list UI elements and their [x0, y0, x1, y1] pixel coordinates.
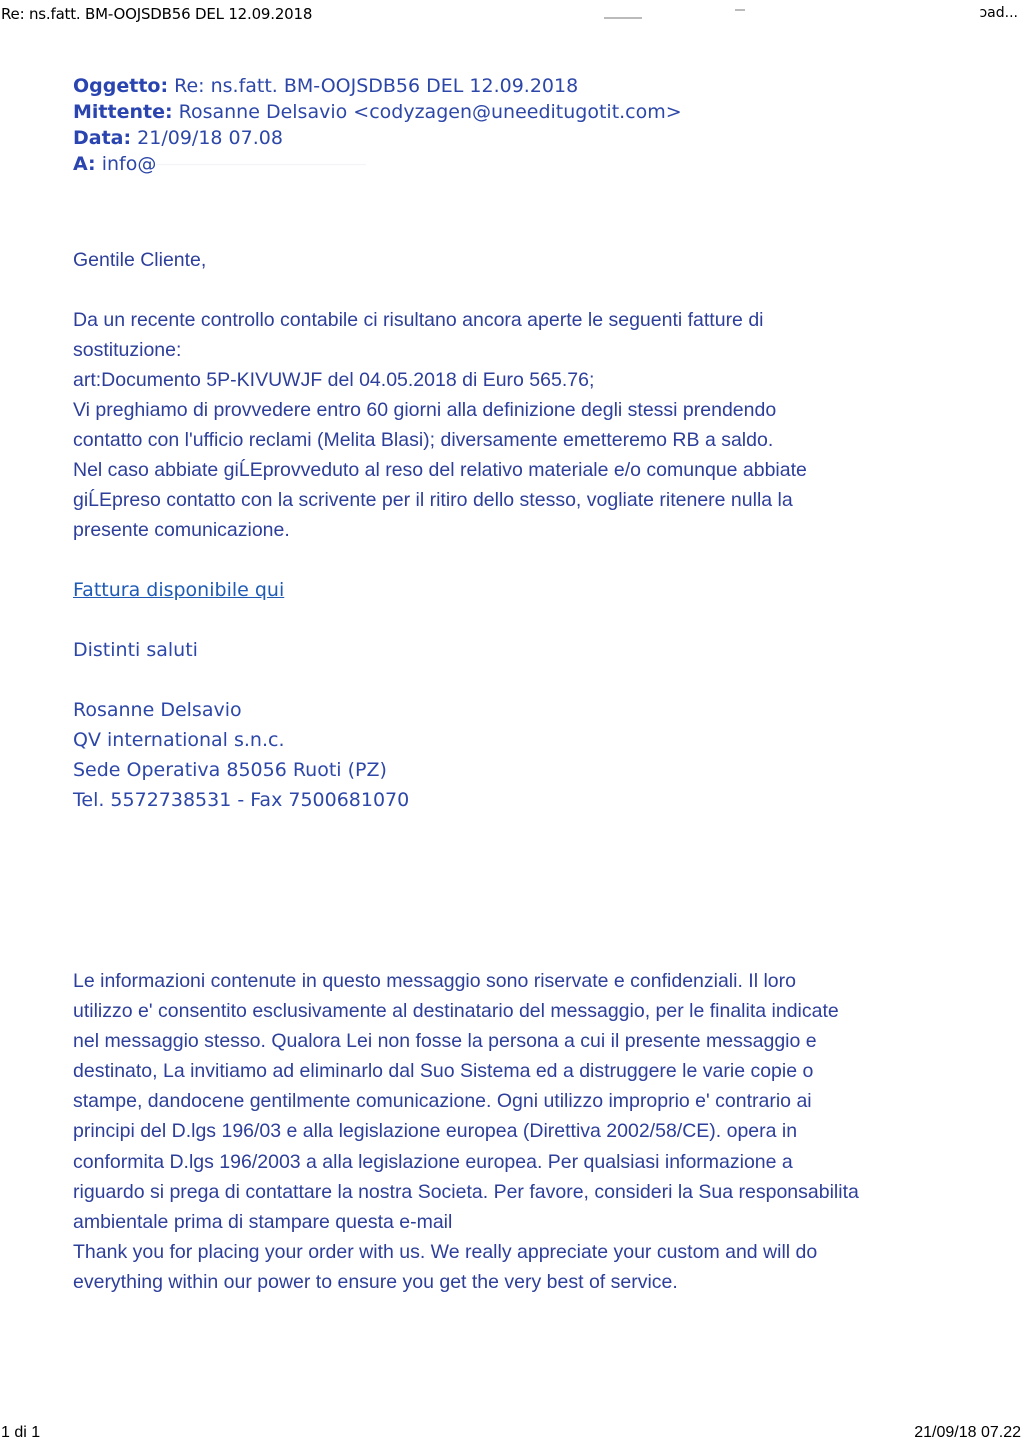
page-number: 1 di 1: [1, 1424, 41, 1441]
disclaimer-line: nel messaggio stesso. Qualora Lei non fosse la persona a cui il presente messaggio e: [73, 1030, 817, 1053]
disclaimer-line: ambientale prima di stampare questa e-mail: [73, 1210, 453, 1233]
disclaimer-line: Thank you for placing your order with us. We really appreciate your custom and will do: [73, 1240, 818, 1263]
print-timestamp: 21/09/18 07.22: [914, 1424, 1021, 1441]
print-footer: [0, 1424, 1024, 1444]
subject-label: Oggetto:: [73, 75, 169, 97]
signature-address: Sede Operativa 85056 Ruoti (PZ): [73, 759, 387, 781]
disclaimer-line: principi del D.lgs 196/03 e alla legislazione europea (Direttiva 2002/58/CE). opera in: [73, 1120, 798, 1143]
disclaimer-line: everything within our power to ensure you get the very best of service.: [73, 1270, 678, 1293]
signature-phone-fax: Tel. 5572738531 - Fax 7500681070: [73, 789, 410, 811]
body-line: contatto con l'ufficio reclami (Melita Blasi); diversamente emetteremo RB a saldo.: [73, 429, 774, 451]
closing: Distinti saluti: [73, 639, 198, 661]
print-header-title: Re: ns.fatt. BM-OOJSDB56 DEL 12.09.2018: [1, 5, 313, 23]
sender-value: Rosanne Delsavio <codyzagen@uneeditugotit.com>: [178, 101, 682, 123]
disclaimer-line: utilizzo e' consentito esclusivamente al destinatario del messaggio, per le finalita indicate: [73, 1000, 839, 1023]
redacted-smudge: [604, 17, 642, 19]
invoice-link[interactable]: Fattura disponibile qui: [73, 579, 285, 601]
disclaimer-line: stampe, dandocene gentilmente comunicazione. Ogni utilizzo improprio e' contrario ai: [73, 1090, 812, 1113]
disclaimer: [73, 966, 973, 1297]
body-line: giĹEpreso contatto con la scrivente per il ritiro dello stesso, vogliate ritenere nulla la: [73, 489, 793, 511]
print-header: [0, 3, 1024, 27]
date-label: Data:: [73, 127, 132, 149]
body-line: Vi preghiamo di provvedere entro 60 giorni alla definizione degli stessi prendendo: [73, 399, 777, 421]
body-line: Nel caso abbiate giĹEprovveduto al reso del relativo materiale e/o comunque abbiate: [73, 459, 807, 481]
body-line: presente comunicazione.: [73, 519, 290, 541]
date-value: 21/09/18 07.08: [137, 127, 283, 149]
recipient-label: A:: [73, 153, 96, 175]
email-headers: [73, 73, 682, 177]
redacted-smudge: [735, 9, 745, 11]
print-header-url: ɔad...: [979, 5, 1018, 21]
disclaimer-line: destinato, La invitiamo ad eliminarlo dal Suo Sistema ed a distruggere le varie copie o: [73, 1060, 814, 1083]
disclaimer-line: riguardo si prega di contattare la nostra Societa. Per favore, consideri la Sua responsabilita: [73, 1180, 859, 1203]
subject-value: Re: ns.fatt. BM-OOJSDB56 DEL 12.09.2018: [174, 75, 579, 97]
recipient-row: [73, 151, 682, 177]
disclaimer-line: Le informazioni contenute in questo messaggio sono riservate e confidenziali. Il loro: [73, 970, 796, 992]
sender-row: [73, 99, 682, 125]
subject-row: [73, 73, 682, 99]
redacted-address: [156, 158, 366, 172]
signature-company: QV international s.n.c.: [73, 729, 285, 751]
sender-label: Mittente:: [73, 101, 173, 123]
recipient-value: info@: [101, 153, 157, 175]
signature-name: Rosanne Delsavio: [73, 699, 242, 721]
body-line: sostituzione:: [73, 339, 182, 361]
greeting: Gentile Cliente,: [73, 249, 207, 271]
body-line: Da un recente controllo contabile ci risultano ancora aperte le seguenti fatture di: [73, 309, 764, 331]
disclaimer-line: conformita D.lgs 196/2003 a alla legislazione europea. Per qualsiasi informazione a: [73, 1150, 793, 1173]
date-row: [73, 125, 682, 151]
body-line: art:Documento 5P-KIVUWJF del 04.05.2018 di Euro 565.76;: [73, 369, 595, 391]
email-body: [73, 245, 973, 815]
